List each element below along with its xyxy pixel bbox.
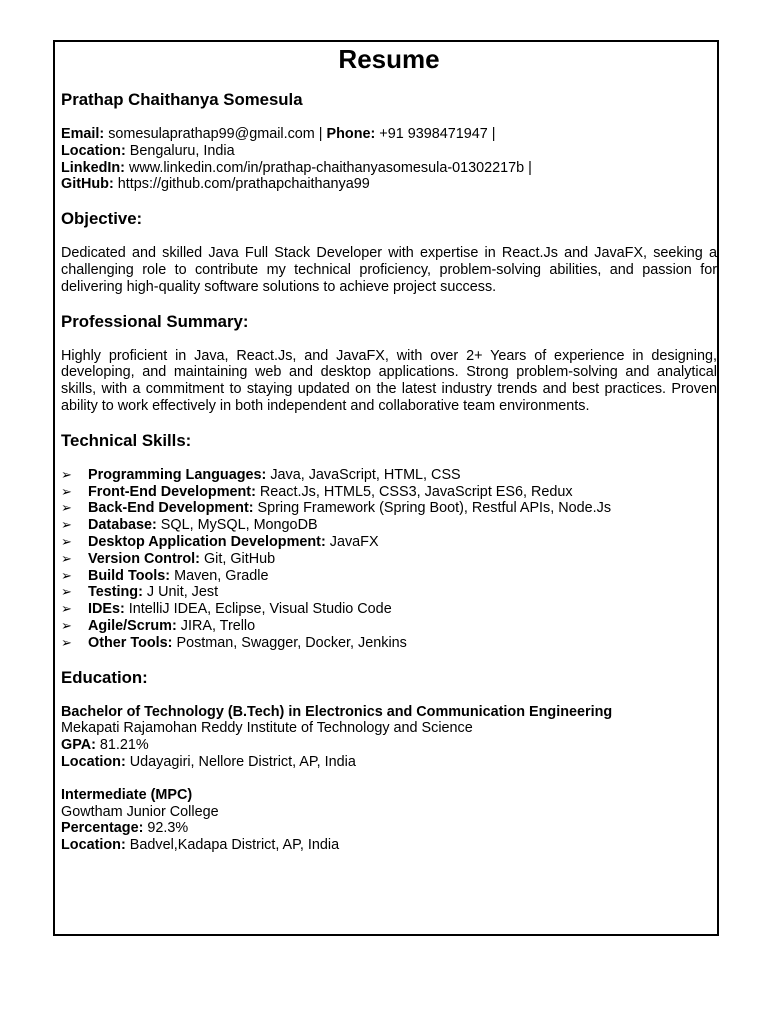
skill-label: Programming Languages: [88,466,267,483]
contact-line-location [61,143,717,160]
skill-item [61,484,717,501]
arrow-bullet-icon: ➢ [61,500,72,516]
skill-label: Database: [88,517,157,534]
skill-value: Git, GitHub [203,550,276,567]
education-heading: Education: [61,667,148,687]
separator: | [491,126,496,142]
edu-location-value: Udayagiri, Nellore District, AP, India [129,753,356,770]
separator: | [318,126,323,142]
arrow-bullet-icon: ➢ [61,550,72,566]
gpa-label: GPA: [61,737,96,754]
arrow-bullet-icon: ➢ [61,634,72,650]
linkedin-value: www.linkedin.com/in/prathap-chaithanyasomesula-01302217b [128,159,525,176]
phone-label: Phone: [326,126,376,142]
email-label: Email: [61,126,105,142]
arrow-bullet-icon: ➢ [61,601,72,617]
edu-location-value: Badvel,Kadapa District, AP, India [129,837,340,854]
edu-location-label: Location: [61,837,126,854]
linkedin-label: LinkedIn: [61,159,125,176]
contact-line-github [61,176,717,193]
candidate-name: Prathap Chaithanya Somesula [61,90,303,109]
skill-item [61,601,717,618]
summary-heading: Professional Summary: [61,311,249,331]
degree-title: Bachelor of Technology (B.Tech) in Electronics and Communication Engineering [61,703,613,720]
phone-value: +91 9398471947 [379,126,488,142]
skill-item [61,618,717,635]
skill-item [61,568,717,585]
skill-label: Build Tools: [88,567,171,584]
skill-value: Java, JavaScript, HTML, CSS [270,466,461,483]
arrow-bullet-icon: ➢ [61,517,72,533]
skill-item [61,467,717,484]
gpa-value: 81.21% [99,737,149,754]
location-value: Bengaluru, India [129,142,235,159]
skill-value: Spring Framework (Spring Boot), Restful APIs, Node.Js [257,500,612,517]
skill-value: IntelliJ IDEA, Eclipse, Visual Studio Code [128,601,392,618]
skill-value: JavaFX [329,533,379,550]
arrow-bullet-icon: ➢ [61,483,72,499]
degree-title: Intermediate (MPC) [61,786,193,803]
email-value: somesulaprathap99@gmail.com [108,126,315,142]
skill-label: Agile/Scrum: [88,617,177,634]
skill-item [61,517,717,534]
skill-value: Postman, Swagger, Docker, Jenkins [176,634,407,651]
contact-line-linkedin [61,160,717,177]
percentage-value: 92.3% [147,820,189,837]
institution-name: Gowtham Junior College [61,803,219,820]
skill-value: JIRA, Trello [180,617,256,634]
contact-info [61,126,717,193]
github-value: https://github.com/prathapchaithanya99 [117,176,370,193]
skill-value: Maven, Gradle [174,567,269,584]
skill-label: Testing: [88,584,143,601]
location-label: Location: [61,142,126,159]
institution-name: Mekapati Rajamohan Reddy Institute of Technology and Science [61,720,473,737]
skill-label: Front-End Development: [88,483,256,500]
document-title: Resume [338,44,440,74]
edu-location-label: Location: [61,753,126,770]
skill-label: Desktop Application Development: [88,533,326,550]
education-entry-intermediate [61,787,717,854]
contact-line-email-phone [61,126,717,143]
skill-value: J Unit, Jest [146,584,219,601]
summary-text: Highly proficient in Java, React.Js, and JavaFX, with over 2+ Years of experience in designing, developing, and maintaining web and desktop applications. Strong problem-solving and analytical skills, with a commitment to staying updated on the latest industry trends and best practices. Proven ability to work effectively in both independent and collaborative team environments. [61,347,717,414]
skill-item [61,500,717,517]
skill-value: React.Js, HTML5, CSS3, JavaScript ES6, Redux [259,483,573,500]
resume-content [61,44,717,870]
skill-item [61,635,717,652]
separator: | [528,159,532,176]
arrow-bullet-icon: ➢ [61,466,72,482]
objective-text: Dedicated and skilled Java Full Stack Developer with expertise in React.Js and JavaFX, seeking a challenging role to contribute my technical proficiency, problem-solving abilities, and passion for delivering high-quality software solutions to achieve project success. [61,245,717,295]
education-entry-btech [61,704,717,771]
skill-label: IDEs: [88,601,125,618]
skill-value: SQL, MySQL, MongoDB [160,517,318,534]
skill-item [61,584,717,601]
arrow-bullet-icon: ➢ [61,567,72,583]
arrow-bullet-icon: ➢ [61,617,72,633]
skill-label: Version Control: [88,550,200,567]
percentage-label: Percentage: [61,820,144,837]
skills-heading: Technical Skills: [61,430,192,450]
arrow-bullet-icon: ➢ [61,533,72,549]
skill-item [61,534,717,551]
skill-label: Other Tools: [88,634,173,651]
arrow-bullet-icon: ➢ [61,584,72,600]
objective-heading: Objective: [61,209,143,229]
skills-list [61,467,717,652]
skill-item [61,551,717,568]
skill-label: Back-End Development: [88,500,254,517]
github-label: GitHub: [61,176,114,193]
